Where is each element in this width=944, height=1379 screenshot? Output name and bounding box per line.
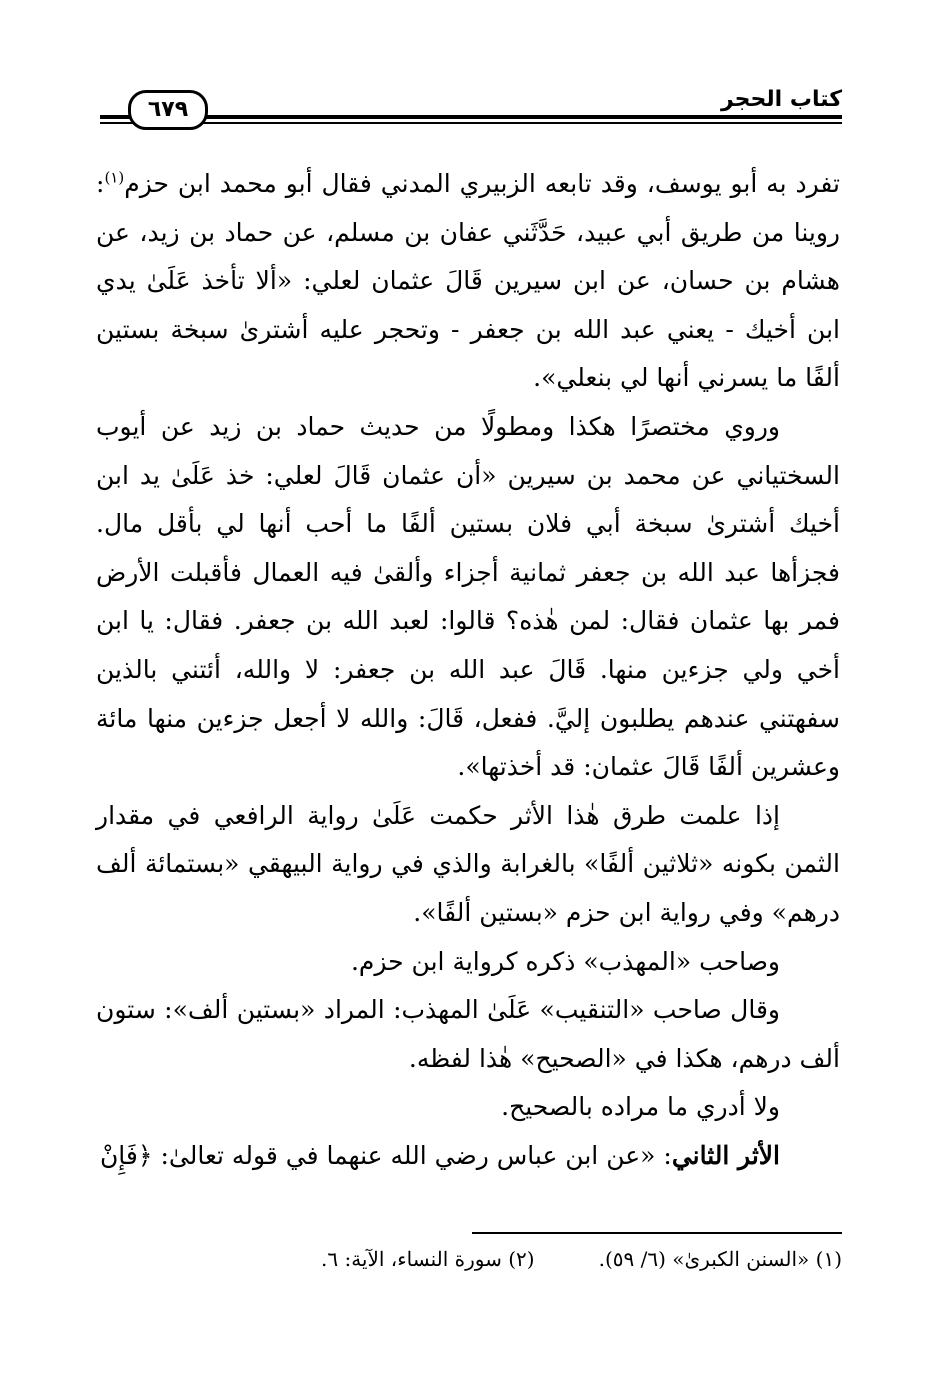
header-rule xyxy=(100,115,842,119)
page-number: ٦٧٩ xyxy=(128,90,208,130)
paragraph-6: ولا أدري ما مراده بالصحيح. xyxy=(501,1092,780,1122)
paragraph-7 xyxy=(96,1132,840,1181)
paragraph-7-text: : «عن ابن عباس رضي الله عنهما في قوله تعالىٰ: ﴿فَإِنْ xyxy=(99,1140,672,1170)
book-title: كتاب الحجر xyxy=(713,86,842,114)
footnote-separator xyxy=(472,1232,842,1234)
footnote-1: (١) «السنن الكبرىٰ» (٦/ ٥٩). xyxy=(598,1247,842,1271)
paragraph-4: وصاحب «المهذب» ذكره كرواية ابن حزم. xyxy=(350,946,780,976)
paragraph-3: إذا علمت طرق هٰذا الأثر حكمت عَلَىٰ رواية الرافعي في مقدار الثمن بكونه «ثلاثين ألفًا» بالغرابة والذي في رواية البيهقي «بستمائة ألف درهم» وفي رواية ابن حزم «بستين ألفًا». xyxy=(96,800,840,927)
main-text xyxy=(96,160,840,1180)
paragraph-1-start: تفرد به أبو يوسف، وقد تابعه الزبيري المدني فقال أبو محمد ابن حزم xyxy=(124,169,840,198)
footnotes xyxy=(202,1242,842,1276)
header-rule-thin xyxy=(100,122,842,124)
page-header xyxy=(100,84,842,134)
footnote-ref-1: (١) xyxy=(104,168,125,187)
section-heading: الأثر الثاني xyxy=(671,1140,780,1170)
paragraph-2: وروي مختصرًا هكذا ومطولًا من حديث حماد بن زيد عن أيوب السختياني عن محمد بن سيرين «أن عثمان قَالَ لعلي: خذ عَلَىٰ يد ابن أخيك أشترىٰ سبخة أبي فلان بستين ألفًا ما أحب أنها لي بأقل مال. فجزأها عبد الله بن جعفر ثمانية أجزاء وألقىٰ فيه العمال فأقبلت الأرض فمر بها عثمان فقال: لمن هٰذه؟ قالوا: لعبد الله بن جعفر. فقال: يا ابن أخي ولي جزءين منها. قَالَ عبد الله بن جعفر: لا والله، أئتني بالذين سفهتني عندهم يطلبون إليَّ. ففعل، قَالَ: والله لا أجعل جزءين منها مائة وعشرين ألفًا قَالَ عثمان: قد أخذتها». xyxy=(96,411,840,782)
paragraph-1-rest: : روينا من طريق أبي عبيد، حَدَّثَني عفان بن مسلم، عن حماد بن زيد، عن هشام بن حسان، عن ابن سيرين قَالَ عثمان لعلي: «ألا تأخذ عَلَىٰ يدي ابن أخيك - يعني عبد الله بن جعفر - وتحجر عليه أشترىٰ سبخة بستين ألفًا ما يسرني أنها لي بنعلي». xyxy=(96,169,840,393)
paragraph-1 xyxy=(96,160,840,403)
footnote-2: (٢) سورة النساء، الآية: ٦. xyxy=(320,1247,535,1271)
paragraph-5: وقال صاحب «التنقيب» عَلَىٰ المهذب: المراد «بستين ألف»: ستون ألف درهم، هكذا في «الصحيح» هٰذا لفظه. xyxy=(96,995,840,1073)
